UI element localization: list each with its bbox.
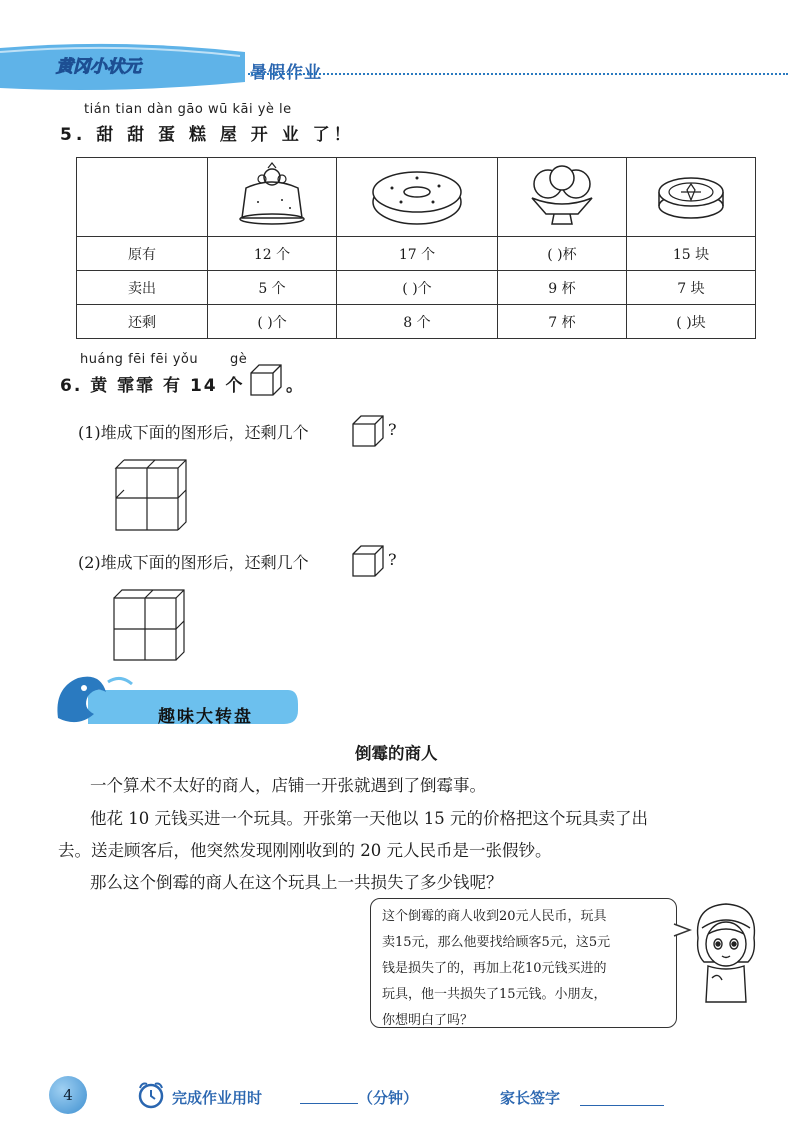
alarm-clock-icon [136,1080,166,1110]
bubble-line: 你想明白了吗？ [382,1013,474,1028]
cube-stack-figure-2 [110,586,190,662]
q6-sub2: (2)堆成下面的图形后，还剩几个 [78,553,309,572]
section-title: 趣味大转盘 [158,707,253,727]
q6-sub1: (1)堆成下面的图形后，还剩几个 [78,423,309,442]
answer-blank[interactable]: ( )块 [626,305,755,339]
row-label: 卖出 [77,271,208,305]
row-label: 原有 [77,237,208,271]
pudding-cake-icon [232,162,312,228]
story-paragraph-3: 那么这个倒霉的商人在这个玩具上一共损失了多少钱呢？ [90,873,503,892]
table-cell: 12 个 [208,237,337,271]
cube-icon [351,544,385,578]
q6-title: 6. 黄 霏霏 有 14 个 [60,376,245,396]
cube-stack-figure-1 [112,456,192,532]
table-cell: 17 个 [337,237,498,271]
bubble-line: 卖15元，那么他要找给顾客5元，这5元 [382,935,611,950]
q5-pinyin: tián tian dàn gāo wū kāi yè le [84,102,292,117]
header-divider [248,73,788,75]
mooncake-icon [651,162,731,228]
table-cell: 9 杯 [497,271,626,305]
brand-logo: 黄冈小状元 [56,57,141,77]
pudding-cell [208,158,337,237]
donut-cell [337,158,498,237]
bubble-line: 钱是损失了的，再加上花10元钱买进的 [382,961,607,976]
table-cell: 7 块 [626,271,755,305]
sundae-cell [497,158,626,237]
table-row [77,271,756,305]
answer-blank[interactable]: ( )杯 [497,237,626,271]
q6-qmark2: ? [388,550,397,569]
time-label: 完成作业用时 [172,1089,263,1107]
bubble-text [382,904,674,1034]
time-unit: （分钟） [358,1089,419,1107]
time-blank[interactable] [300,1103,358,1104]
q6-pinyin: huáng fēi fēi yǒu [80,352,199,367]
row-label: 还剩 [77,305,208,339]
sundae-cup-icon [522,162,602,228]
cube-icon [351,414,385,448]
mooncake-cell [626,158,755,237]
cube-icon [248,362,284,398]
story-paragraph-1: 一个算术不太好的商人，店铺一开张就遇到了倒霉事。 [90,776,486,795]
girl-illustration [686,898,766,1008]
bubble-line: 这个倒霉的商人收到20元人民币，玩具 [382,909,607,924]
answer-blank[interactable]: ( )个 [208,305,337,339]
sign-blank[interactable] [580,1105,664,1106]
story-paragraph-2b: 去。送走顾客后，他突然发现刚刚收到的 20 元人民币是一张假钞。 [58,841,552,860]
q6-qmark1: ? [388,420,397,439]
table-cell: 8 个 [337,305,498,339]
table-cell: 7 杯 [497,305,626,339]
cake-shop-table [76,157,756,339]
q5-title: 5. 甜 甜 蛋 糕 屋 开 业 了！ [60,125,355,145]
q6-title-end: 。 [286,376,307,396]
table-cell: 15 块 [626,237,755,271]
donut-icon [367,162,467,228]
sign-label: 家长签字 [500,1089,561,1107]
story-paragraph-2a: 他花 10 元钱买进一个玩具。开张第一天他以 15 元的价格把这个玩具卖了出 [90,809,648,828]
story-title: 倒霉的商人 [355,744,438,763]
q6-pinyin-ge: gè [230,352,248,367]
corner-cell [77,158,208,237]
table-row [77,305,756,339]
page-number: 4 [49,1076,87,1114]
table-row [77,237,756,271]
header-title: 暑假作业 [250,63,322,83]
answer-blank[interactable]: ( )个 [337,271,498,305]
table-cell: 5 个 [208,271,337,305]
bubble-line: 玩具，他一共损失了15元钱。小朋友， [382,987,607,1002]
